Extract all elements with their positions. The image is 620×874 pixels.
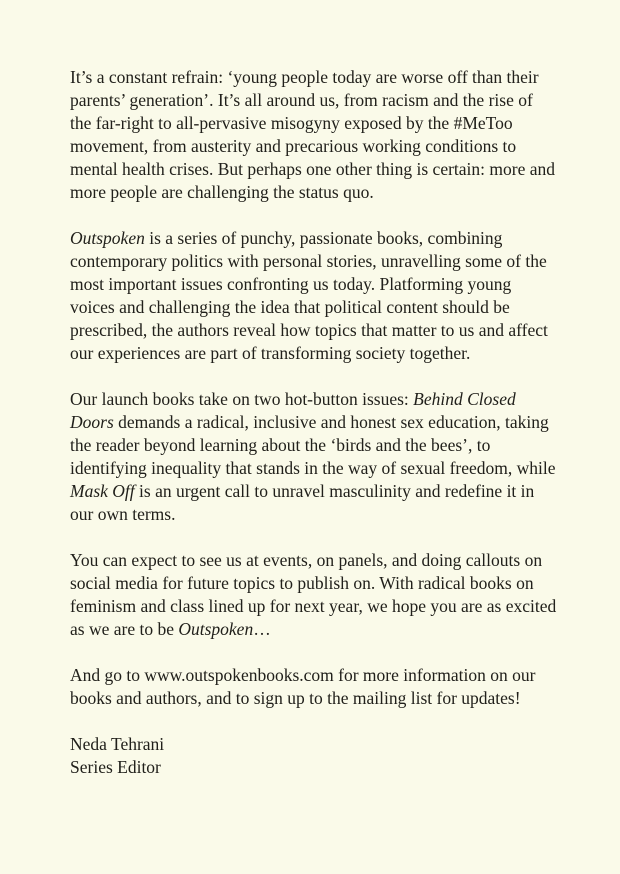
text-run: Our launch books take on two hot-button issues: [70,389,414,409]
text-run: And go to www.outspokenbooks.com for more information on our books and authors, and to sign up to the mailing list for updates! [70,665,536,708]
italic-text-run: Behind Closed Doors [70,389,516,432]
paragraph [70,664,558,710]
paragraph [70,388,558,526]
text-run: … [253,619,271,639]
signature-role: Series Editor [70,757,161,777]
signature-block [70,733,556,779]
text-run: demands a radical, inclusive and honest sex education, taking the reader beyond learning about the ‘birds and the bees’, to identifying inequality that stands in the way of sexual freedom, while [70,412,556,478]
paragraph [70,66,558,204]
text-run: It’s a constant refrain: ‘young people today are worse off than their parents’ generation’. It’s all around us, from racism and the rise of the far-right to all-pervasive misogyny exposed by the #MeToo movement, from austerity and precarious working conditions to mental health crises. But perhaps one other thing is certain: more and more people are challenging the status quo. [70,67,555,202]
italic-text-run: Outspoken [178,619,254,639]
paragraph [70,227,558,365]
italic-text-run: Mask Off [70,481,135,501]
text-run: is a series of punchy, passionate books, combining contemporary politics with personal stories, unravelling some of the most important issues confronting us today. Platforming young voices and challenging the idea that political content should be prescribed, the authors reveal how topics that matter to us and affect our experiences are part of transforming society together. [70,228,548,363]
paragraph [70,549,558,641]
text-run: You can expect to see us at events, on panels, and doing callouts on social media for future topics to publish on. With radical books on feminism and class lined up for next year, we hope you are as excited as we are to be [70,550,557,639]
italic-text-run: Outspoken [70,228,145,248]
text-run: is an urgent call to unravel masculinity and redefine it in our own terms. [70,481,535,524]
series-editor-note [70,66,558,710]
signature-name: Neda Tehrani [70,734,165,754]
